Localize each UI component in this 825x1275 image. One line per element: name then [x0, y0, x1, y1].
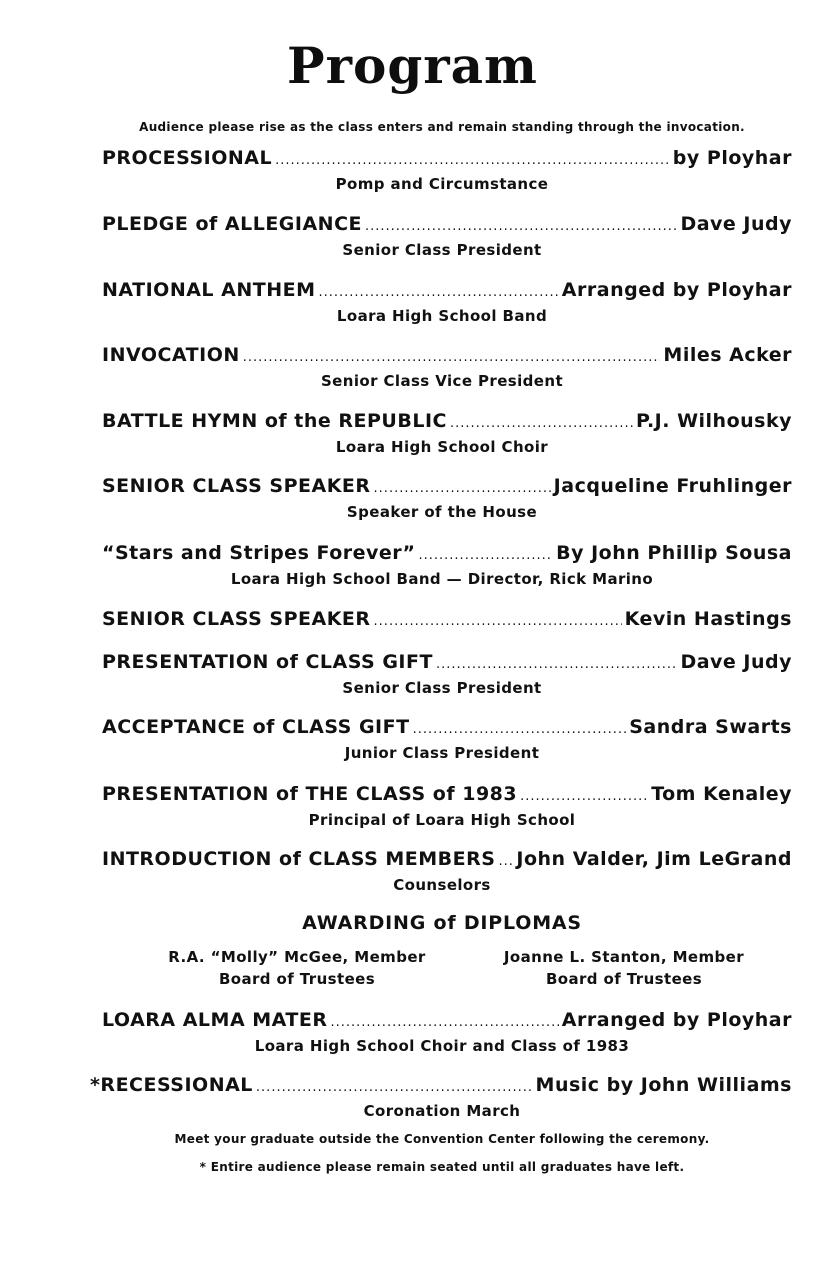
- item-subtitle: Senior Class President: [342, 241, 542, 259]
- item-title: PRESENTATION of CLASS GIFT: [102, 651, 433, 673]
- item-performer: Dave Judy: [680, 213, 792, 235]
- item-subtitle: Loara High School Band: [336, 307, 548, 325]
- program-item-introduction: [102, 846, 792, 895]
- dot-leader: [374, 476, 551, 502]
- signer-name: R.A. “Molly” McGee, Member: [168, 948, 426, 966]
- program-item-senior-speaker-1: [102, 473, 792, 522]
- item-subtitle: Counselors: [393, 876, 491, 894]
- item-title: LOARA ALMA MATER: [102, 1009, 328, 1031]
- item-subtitle: Loara High School Choir: [335, 438, 549, 456]
- diploma-signer-2: [474, 946, 774, 990]
- dot-leader: [275, 148, 670, 174]
- dot-leader: [413, 717, 627, 743]
- item-title: PROCESSIONAL: [102, 147, 273, 169]
- program-item-recessional: [90, 1072, 792, 1121]
- dot-leader: [374, 609, 622, 635]
- intro-note: Audience please rise as the class enters and remain standing through the invocation.: [139, 120, 745, 134]
- program-item-class-gift: [102, 649, 792, 698]
- item-performer: Kevin Hastings: [624, 608, 792, 630]
- diplomas-heading: AWARDING of DIPLOMAS: [302, 912, 582, 934]
- program-item-battle-hymn: [102, 408, 792, 457]
- item-subtitle: Coronation March: [363, 1102, 521, 1120]
- footer-note-seated: * Entire audience please remain seated until all graduates have left.: [199, 1160, 685, 1174]
- dot-leader: [319, 280, 559, 306]
- item-title: BATTLE HYMN of the REPUBLIC: [102, 410, 447, 432]
- dot-leader: [436, 652, 678, 678]
- dot-leader: [243, 345, 661, 371]
- dot-leader: [330, 1010, 558, 1036]
- item-performer: Arranged by Ployhar: [561, 279, 792, 301]
- item-title: “Stars and Stripes Forever”: [102, 542, 416, 564]
- item-subtitle: Senior Class Vice President: [320, 372, 564, 390]
- item-subtitle: Pomp and Circumstance: [335, 175, 549, 193]
- item-title: *RECESSIONAL: [90, 1074, 253, 1096]
- item-subtitle: Loara High School Choir and Class of 1983: [254, 1037, 630, 1055]
- item-subtitle: Speaker of the House: [346, 503, 538, 521]
- item-performer: Tom Kenaley: [651, 783, 792, 805]
- program-item-alma-mater: [102, 1007, 792, 1056]
- item-title: PLEDGE of ALLEGIANCE: [102, 213, 362, 235]
- item-performer: by Ployhar: [672, 147, 792, 169]
- item-subtitle: Loara High School Band — Director, Rick Marino: [230, 570, 654, 588]
- item-title: ACCEPTANCE of CLASS GIFT: [102, 716, 410, 738]
- diploma-signer-1: [147, 946, 447, 990]
- signer-title: Board of Trustees: [545, 970, 703, 988]
- signer-title: Board of Trustees: [218, 970, 376, 988]
- dot-leader: [498, 849, 513, 875]
- item-performer: By John Phillip Sousa: [556, 542, 792, 564]
- dot-leader: [450, 411, 633, 437]
- program-item-class-presentation: [102, 781, 792, 830]
- item-title: INTRODUCTION of CLASS MEMBERS: [102, 848, 496, 870]
- item-subtitle: Junior Class President: [344, 744, 540, 762]
- item-subtitle: Senior Class President: [342, 679, 542, 697]
- item-performer: Miles Acker: [663, 344, 792, 366]
- item-title: INVOCATION: [102, 344, 240, 366]
- signer-name: Joanne L. Stanton, Member: [503, 948, 745, 966]
- item-performer: John Valder, Jim LeGrand: [516, 848, 792, 870]
- item-title: PRESENTATION of THE CLASS of 1983: [102, 783, 518, 805]
- program-item-stars-stripes: [102, 540, 792, 589]
- item-title: NATIONAL ANTHEM: [102, 279, 316, 301]
- footer-note-meet: Meet your graduate outside the Convention Center following the ceremony.: [174, 1132, 710, 1146]
- program-item-invocation: [102, 342, 792, 391]
- program-item-anthem: [102, 277, 792, 326]
- program-item-senior-speaker-2: [102, 606, 792, 635]
- item-subtitle: Principal of Loara High School: [308, 811, 576, 829]
- item-performer: Music by John Williams: [535, 1074, 792, 1096]
- item-performer: Jacqueline Fruhlinger: [553, 475, 792, 497]
- program-item-gift-acceptance: [102, 714, 792, 763]
- dot-leader: [419, 543, 554, 569]
- dot-leader: [256, 1075, 533, 1101]
- item-title: SENIOR CLASS SPEAKER: [102, 608, 371, 630]
- page-title: Program: [287, 36, 538, 95]
- item-performer: Arranged by Ployhar: [561, 1009, 792, 1031]
- dot-leader: [520, 784, 648, 810]
- program-item-processional: [102, 145, 792, 194]
- item-performer: Dave Judy: [680, 651, 792, 673]
- dot-leader: [365, 214, 677, 240]
- item-performer: P.J. Wilhousky: [636, 410, 792, 432]
- item-title: SENIOR CLASS SPEAKER: [102, 475, 371, 497]
- program-item-pledge: [102, 211, 792, 260]
- item-performer: Sandra Swarts: [629, 716, 792, 738]
